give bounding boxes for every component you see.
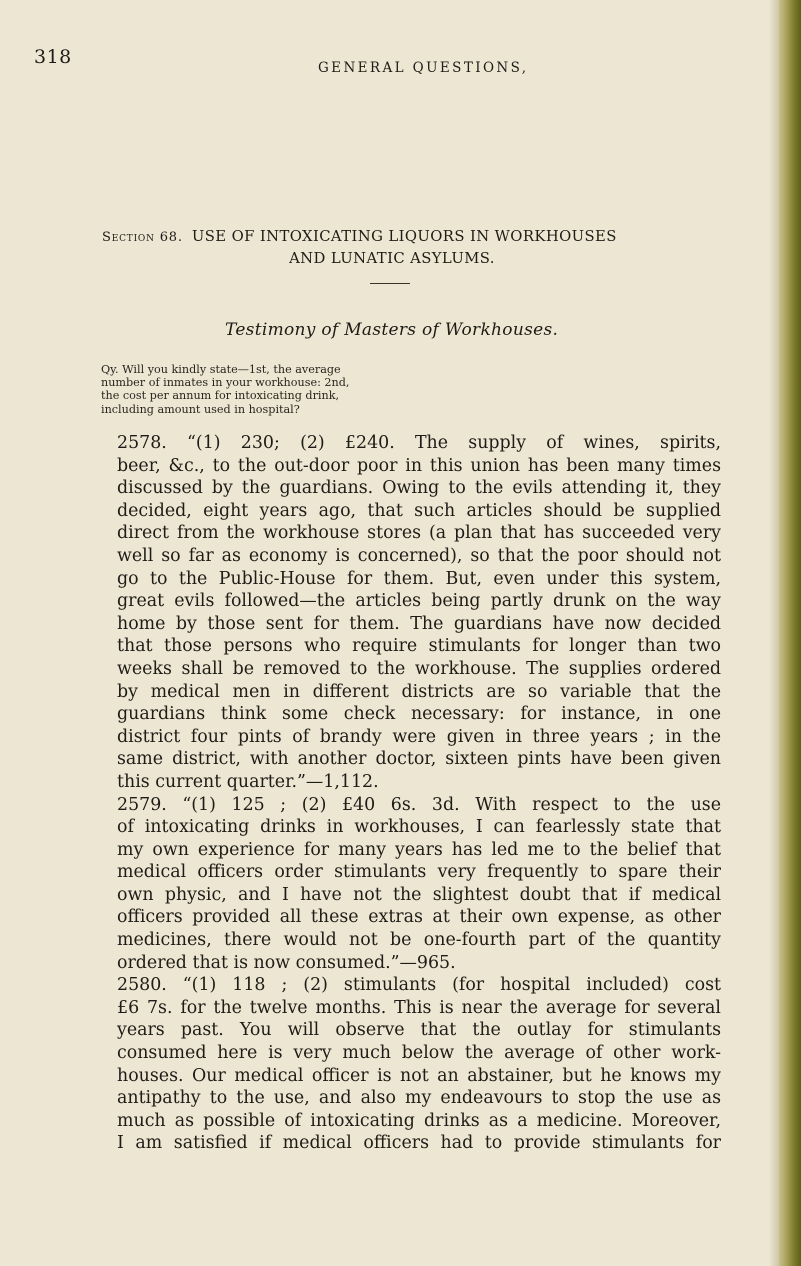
text-line: 2579. “(1) 125 ; (2) £40 6s. 3d. With respect to the use xyxy=(117,794,721,815)
text-line: medicines, there would not be one-fourth part of the quantity xyxy=(117,930,721,951)
text-line: discussed by the guardians. Owing to the evils attending it, they xyxy=(117,478,721,499)
paragraph-2580 xyxy=(101,974,721,1155)
section-title-line-2: AND LUNATIC ASYLUMS. xyxy=(289,250,495,267)
section-label: Section 68. xyxy=(102,230,183,245)
text-line: I am satisfied if medical officers had to provide stimulants for xyxy=(117,1133,721,1154)
text-line: district four pints of brandy were given in three years ; in the xyxy=(117,726,721,747)
short-rule xyxy=(370,283,410,284)
text-line: years past. You will observe that the outlay for stimulants xyxy=(117,1020,721,1041)
text-line: this current quarter.”—1,112. xyxy=(117,771,379,792)
section-heading xyxy=(102,226,722,269)
running-head: GENERAL QUESTIONS, xyxy=(318,60,529,76)
paragraph-2579 xyxy=(101,794,721,975)
text-line: direct from the workhouse stores (a plan that has succeeded very xyxy=(117,523,721,544)
text-line: ordered that is now consumed.”—965. xyxy=(117,952,456,973)
text-line: by medical men in different districts are so variable that the xyxy=(117,681,721,702)
text-line: medical officers order stimulants very frequently to spare their xyxy=(117,862,721,883)
text-line: of intoxicating drinks in workhouses, I can fearlessly state that xyxy=(117,817,721,838)
section-title-line-1 xyxy=(102,226,722,248)
text-line: my own experience for many years has led me to the belief that xyxy=(117,839,721,860)
text-line: that those persons who require stimulants for longer than two xyxy=(117,636,721,657)
text-line: 2580. “(1) 118 ; (2) stimulants (for hospital included) cost xyxy=(117,975,721,996)
text-line: houses. Our medical officer is not an abstainer, but he knows my xyxy=(117,1065,721,1086)
text-line: £6 7s. for the twelve months. This is near the average for several xyxy=(117,997,721,1018)
text-line: go to the Public-House for them. But, even under this system, xyxy=(117,568,721,589)
query-text: Qy. Will you kindly state—1st, the average number of inmates in your workhouse: 2nd, the cost per annum for intoxicating drink, including amount used in hospital? xyxy=(101,363,350,416)
subheading: Testimony of Masters of Workhouses. xyxy=(225,320,559,340)
text-line: great evils followed—the articles being partly drunk on the way xyxy=(117,591,721,612)
text-line: antipathy to the use, and also my endeavours to stop the use as xyxy=(117,1088,721,1109)
section-title-text: USE OF INTOXICATING LIQUORS IN WORKHOUSES xyxy=(191,228,617,245)
text-line: own physic, and I have not the slightest doubt that if medical xyxy=(117,884,721,905)
text-line: 2578. “(1) 230; (2) £240. The supply of wines, spirits, xyxy=(117,433,721,453)
text-line: home by those sent for them. The guardians have now decided xyxy=(117,613,721,634)
text-line: guardians think some check necessary: for instance, in one xyxy=(117,704,721,725)
page-edge xyxy=(779,0,801,1266)
body-text xyxy=(101,432,721,1155)
text-line: same district, with another doctor, sixteen pints have been given xyxy=(117,749,721,770)
text-line: much as possible of intoxicating drinks as a medicine. Moreover, xyxy=(117,1110,721,1131)
text-line: consumed here is very much below the average of other work- xyxy=(117,1043,721,1064)
text-line: decided, eight years ago, that such articles should be supplied xyxy=(117,500,721,521)
text-line: officers provided all these extras at their own expense, as other xyxy=(117,907,721,928)
paragraph-2578 xyxy=(101,432,721,794)
text-line: well so far as economy is concerned), so that the poor should not xyxy=(117,545,721,566)
page-edge-shadow xyxy=(769,0,779,1266)
page-number: 318 xyxy=(34,46,72,68)
text-line: beer, &c., to the out-door poor in this union has been many times xyxy=(117,455,721,476)
text-line: weeks shall be removed to the workhouse. The supplies ordered xyxy=(117,658,721,679)
